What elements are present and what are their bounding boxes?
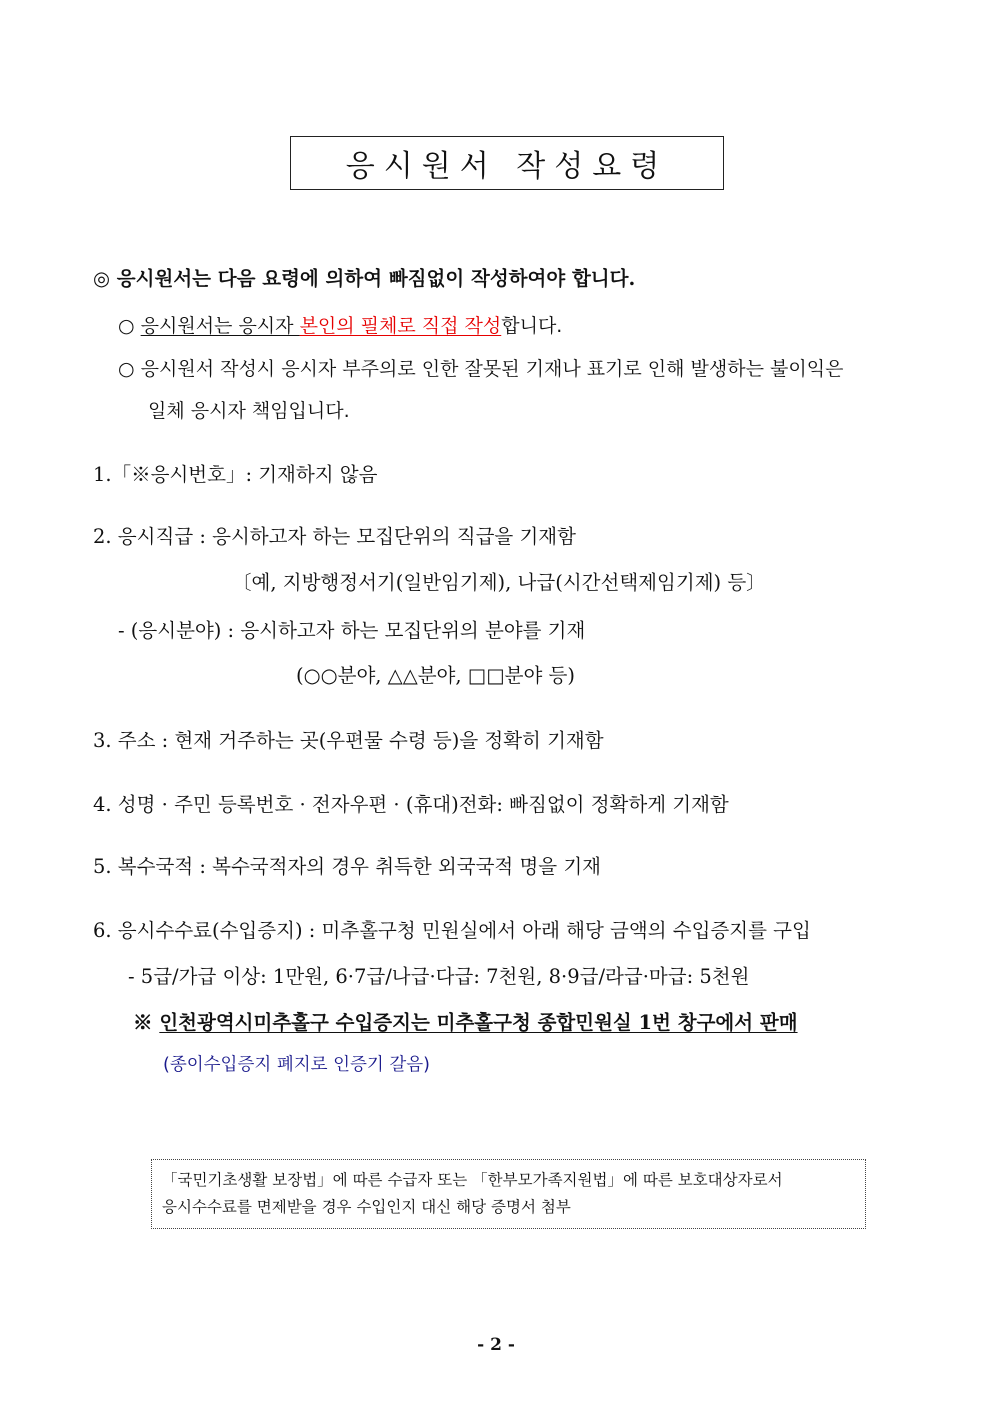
intro-bullet-2 xyxy=(118,354,843,381)
item-3: 3. 주소 : 현재 거주하는 곳(우편물 수령 등)을 정확히 기재함 xyxy=(93,729,604,752)
intro-heading: ◎ 응시원서는 다음 요령에 의하여 빠짐없이 작성하여야 합니다. xyxy=(93,267,636,290)
notice-line-1: 「국민기초생활 보장법」에 따른 수급자 또는 「한부모가족지원법」에 따른 보호대상자로서 xyxy=(162,1171,783,1189)
circle-bullet-icon: ○ xyxy=(118,315,135,337)
bullet2-line2: 일체 응시자 책임입니다. xyxy=(148,400,350,422)
item-6-note-text: 인천광역시미추홀구 수입증지는 미추홀구청 종합민원실 1번 창구에서 판매 xyxy=(159,1011,798,1034)
item-6-note xyxy=(133,1007,798,1035)
item-6-fees: - 5급/가급 이상: 1만원, 6·7급/나급·다급: 7천원, 8·9급/라급·마급: 5천원 xyxy=(128,965,750,988)
reference-mark-icon: ※ xyxy=(133,1011,153,1034)
bullet2-line1: 응시원서 작성시 응시자 부주의로 인한 잘못된 기재나 표기로 인해 발생하는 불이익은 xyxy=(140,358,844,380)
circle-bullet-icon: ○ xyxy=(118,358,135,380)
item-2-example: 〔예, 지방행정서기(일반임기제), 나급(시간선택제임기제) 등〕 xyxy=(232,571,766,594)
item-2: 2. 응시직급 : 응시하고자 하는 모집단위의 직급을 기재함 xyxy=(93,525,576,548)
item-6-note-sub: (종이수입증지 폐지로 인증기 갈음) xyxy=(163,1055,431,1075)
intro-bullet-1 xyxy=(118,311,562,338)
notice-line-2: 응시수수료를 면제받을 경우 수입인지 대신 해당 증명서 첨부 xyxy=(162,1198,571,1216)
page-number: - 2 - xyxy=(477,1335,515,1355)
bullet1-text-red: 본인의 필체로 직접 작성 xyxy=(299,315,502,337)
item-2-sub-example: (○○분야, △△분야, □□분야 등) xyxy=(296,664,575,687)
item-2-sub: - (응시분야) : 응시하고자 하는 모집단위의 분야를 기재 xyxy=(118,619,586,642)
item-1: 1.「※응시번호」: 기재하지 않음 xyxy=(93,463,378,486)
item-4: 4. 성명 · 주민 등록번호 · 전자우편 · (휴대)전화: 빠짐없이 정확하게 기재함 xyxy=(93,793,729,816)
item-5: 5. 복수국적 : 복수국적자의 경우 취득한 외국국적 명을 기재 xyxy=(93,855,602,878)
bullet1-text-part3: 합니다. xyxy=(501,315,563,337)
title-box xyxy=(290,136,724,190)
exemption-notice-box xyxy=(151,1159,866,1229)
item-6: 6. 응시수수료(수입증지) : 미추홀구청 민원실에서 아래 해당 금액의 수입증지를 구입 xyxy=(93,919,811,942)
bullet1-text-part1: 응시원서는 응시자 xyxy=(140,315,300,337)
document-title: 응시원서 작성요령 xyxy=(345,149,669,184)
